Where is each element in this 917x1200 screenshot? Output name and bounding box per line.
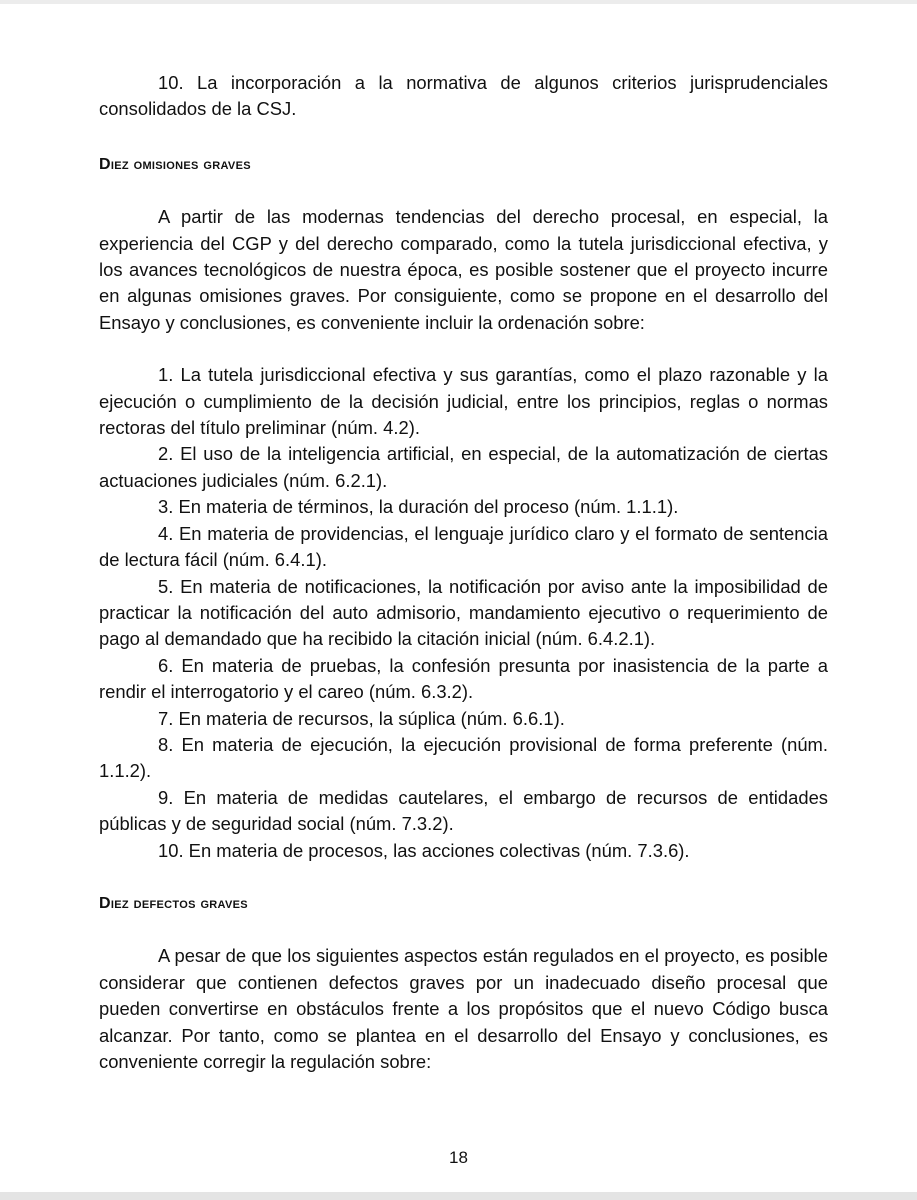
section-heading-defectos: Diez defectos graves bbox=[99, 894, 248, 912]
list-item: 6. En materia de pruebas, la confesión presunta por inasistencia de la parte a rendir el interrogatorio y el careo (núm. 6.3.2). bbox=[99, 654, 828, 703]
list-item: 3. En materia de términos, la duración del proceso (núm. 1.1.1). bbox=[158, 496, 679, 518]
list-item: 1. La tutela jurisdiccional efectiva y sus garantías, como el plazo razonable y la ejecución o cumplimiento de la decisión judicial, entre los principios, reglas o normas rectoras del título preliminar (núm. 4.2). bbox=[99, 364, 828, 439]
intro-item: 10. La incorporación a la normativa de algunos criterios jurisprudenciales consolidados de la CSJ. bbox=[99, 72, 828, 120]
list-item: 9. En materia de medidas cautelares, el embargo de recursos de entidades públicas y de seguridad social (núm. 7.3.2). bbox=[99, 786, 828, 835]
document-page bbox=[0, 4, 917, 1192]
list-item: 5. En materia de notificaciones, la notificación por aviso ante la imposibilidad de practicar la notificación del auto admisorio, mandamiento ejecutivo o requerimiento de pago al demandado que ha recibido la citación inicial (núm. 6.4.2.1). bbox=[99, 575, 828, 650]
section-paragraph-defectos: A pesar de que los siguientes aspectos están regulados en el proyecto, es posible considerar que contienen defectos graves por un inadecuado diseño procesal que pueden convertirse en obstáculos frente a los propósitos que el nuevo Código busca alcanzar. Por tanto, como se plantea en el desarrollo del Ensayo y conclusiones, es conveniente corregir la regulación sobre: bbox=[99, 945, 828, 1072]
list-item: 7. En materia de recursos, la súplica (núm. 6.6.1). bbox=[158, 707, 565, 729]
list-item: 2. El uso de la inteligencia artificial, en especial, de la automatización de ciertas actuaciones judiciales (núm. 6.2.1). bbox=[99, 443, 828, 491]
section-heading-omisiones: Diez omisiones graves bbox=[99, 155, 251, 173]
list-item: 10. En materia de procesos, las acciones colectivas (núm. 7.3.6). bbox=[158, 839, 690, 861]
page-bottom-edge bbox=[0, 1192, 917, 1200]
omisiones-list bbox=[99, 362, 828, 864]
page-number: 18 bbox=[449, 1148, 468, 1167]
list-item: 8. En materia de ejecución, la ejecución provisional de forma preferente (núm. 1.1.2). bbox=[99, 733, 828, 782]
list-item: 4. En materia de providencias, el lenguaje jurídico claro y el formato de sentencia de lectura fácil (núm. 6.4.1). bbox=[99, 522, 828, 571]
page-content bbox=[99, 70, 828, 1075]
section-paragraph-omisiones: A partir de las modernas tendencias del derecho procesal, en especial, la experiencia del CGP y del derecho comparado, como la tutela jurisdiccional efectiva, y los avances tecnológicos de nuestra época, es posible sostener que el proyecto incurre en algunas omisiones graves. Por consiguiente, como se propone en el desarrollo del Ensayo y conclusiones, es conveniente incluir la ordenación sobre: bbox=[99, 206, 828, 333]
